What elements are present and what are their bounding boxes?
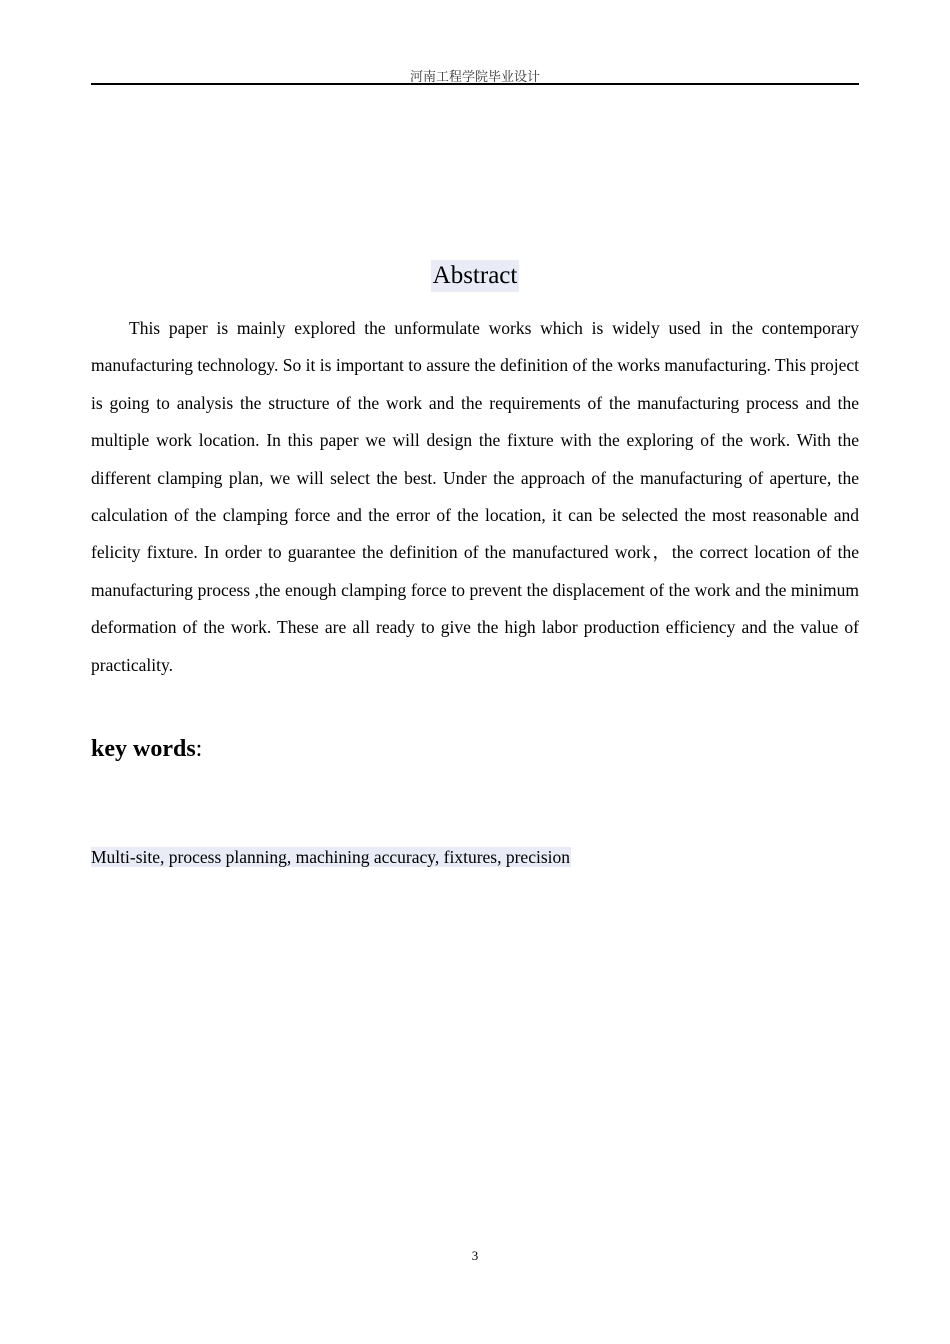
keywords-heading [91,733,202,765]
keywords-label: key words [91,736,196,762]
keywords-colon: : [195,736,203,762]
keywords-list-line [91,844,571,870]
keywords-list: Multi-site, process planning, machining accuracy, fixtures, precision [91,847,571,867]
header-divider [91,83,859,85]
page-number: 3 [471,1248,479,1263]
abstract-heading-container [0,260,950,292]
page-header-title: 河南工程学院毕业设计 [409,70,540,85]
abstract-heading: Abstract [431,260,520,292]
abstract-paragraph: This paper is mainly explored the unformulate works which is widely used in the contemporary manufacturing technology. So it is important to assure the definition of the works manufacturing. This project is going to analysis the structure of the work and the requirements of the manufacturing process and the multiple work location. In this paper we will design the fixture with the exploring of the work. With the different clamping plan, we will select the best. Under the approach of the manufacturing of aperture, the calculation of the clamping force and the error of the location, it can be selected the most reasonable and felicity fixture. In order to guarantee the definition of the manufactured work，the correct location of the manufacturing process ,the enough clamping force to prevent the displacement of the work and the minimum deformation of the work. These are all ready to give the high labor production efficiency and the value of practicality. [91,318,859,675]
